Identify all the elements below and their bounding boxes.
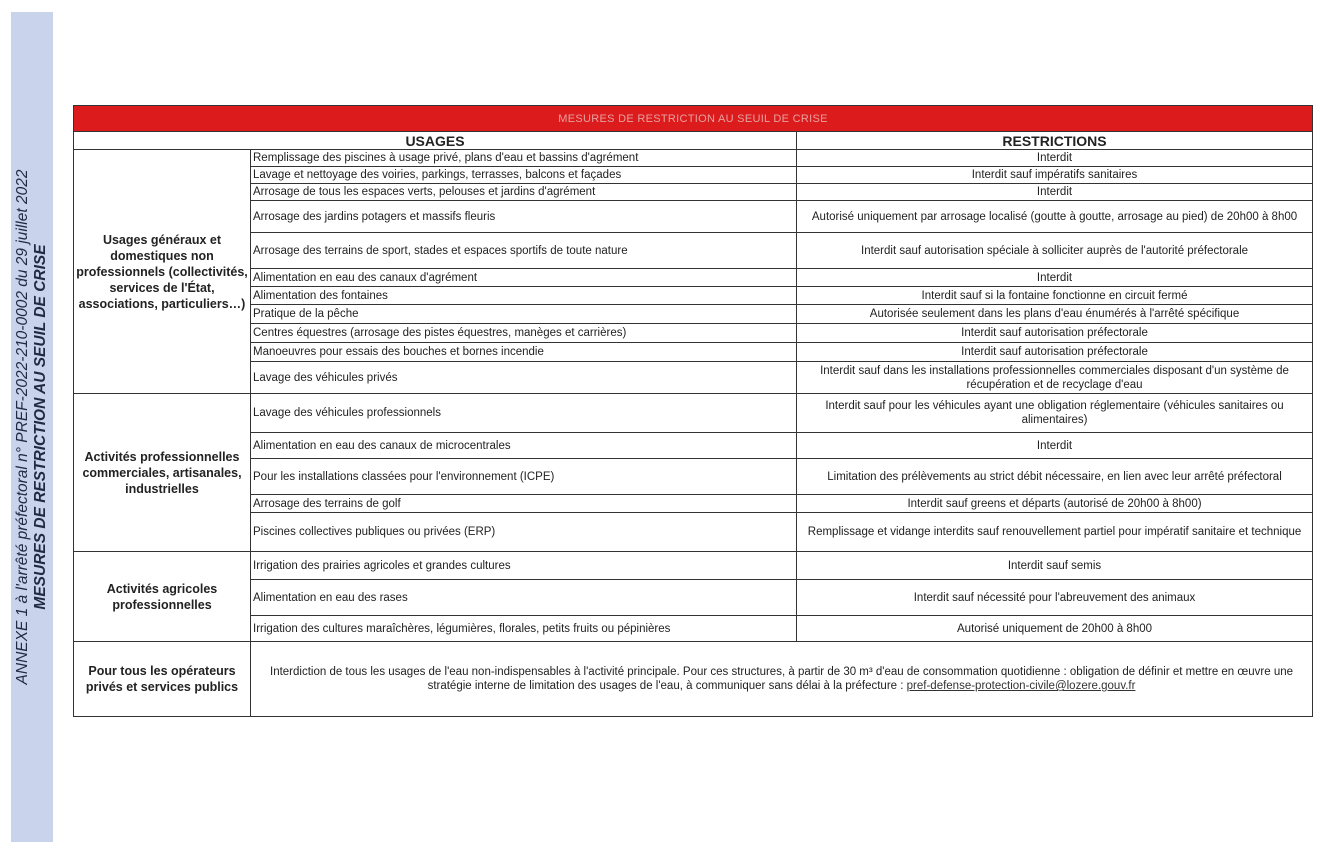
- usage-cell: Lavage et nettoyage des voiries, parkings, terrasses, balcons et façades: [251, 167, 797, 184]
- operators-note-text: Interdiction de tous les usages de l'eau non-indispensables à l'activité principale. Pour ces structures, à partir de 30 m³ d'eau de consommation quotidienne : obligation de définir et mettre en œuvre une stratégie interne de limitation des usages de l'eau, à communiquer sans délai à la préfecture :: [270, 666, 1294, 692]
- usage-cell: Alimentation en eau des rases: [251, 580, 797, 616]
- restriction-cell: Interdit sauf autorisation préfectorale: [797, 343, 1313, 362]
- usage-cell: Remplissage des piscines à usage privé, plans d'eau et bassins d'agrément: [251, 150, 797, 167]
- table-row: [74, 324, 1313, 343]
- usage-cell: Irrigation des prairies agricoles et grandes cultures: [251, 552, 797, 580]
- restriction-cell: Remplissage et vidange interdits sauf renouvellement partiel pour impératif sanitaire et technique: [797, 513, 1313, 552]
- table-row: [74, 150, 1313, 167]
- restriction-cell: Interdit sauf nécessité pour l'abreuvement des animaux: [797, 580, 1313, 616]
- table-row: [74, 459, 1313, 495]
- restriction-cell: Interdit sauf impératifs sanitaires: [797, 167, 1313, 184]
- usage-cell: Alimentation en eau des canaux de microcentrales: [251, 433, 797, 459]
- column-header-usages: USAGES: [74, 132, 797, 150]
- table-row: [74, 433, 1313, 459]
- restriction-cell: Interdit sauf dans les installations professionnelles commerciales disposant d'un système de récupération et de recyclage d'eau: [797, 362, 1313, 394]
- table-row: [74, 233, 1313, 269]
- usage-cell: Arrosage de tous les espaces verts, pelouses et jardins d'agrément: [251, 184, 797, 201]
- usage-cell: Lavage des véhicules privés: [251, 362, 797, 394]
- restriction-cell: Autorisée seulement dans les plans d'eau énumérés à l'arrêté spécifique: [797, 305, 1313, 324]
- table-row: [74, 552, 1313, 580]
- usage-cell: Centres équestres (arrosage des pistes équestres, manèges et carrières): [251, 324, 797, 343]
- operators-note: [251, 642, 1313, 717]
- annex-reference: ANNEXE 1 à l'arrêté préfectoral n° PREF-2022-210-0002 du 29 juillet 2022: [14, 169, 31, 685]
- restriction-cell: Interdit sauf semis: [797, 552, 1313, 580]
- table-row: [74, 343, 1313, 362]
- table-row: [74, 394, 1313, 433]
- category-cell: Usages généraux et domestiques non professionnels (collectivités, services de l'État, associations, particuliers…): [74, 150, 251, 394]
- table-row: [74, 580, 1313, 616]
- category-cell: Activités professionnelles commerciales, artisanales, industrielles: [74, 394, 251, 552]
- restriction-cell: Interdit sauf greens et départs (autorisé de 20h00 à 8h00): [797, 495, 1313, 513]
- table-row: [74, 269, 1313, 287]
- restriction-cell: Interdit sauf pour les véhicules ayant une obligation réglementaire (véhicules sanitaires ou alimentaires): [797, 394, 1313, 433]
- table-banner-row: [74, 106, 1313, 132]
- restriction-cell: Interdit: [797, 150, 1313, 167]
- usage-cell: Irrigation des cultures maraîchères, légumières, florales, petits fruits ou pépinières: [251, 616, 797, 642]
- table-row-operators: [74, 642, 1313, 717]
- restriction-cell: Interdit sauf autorisation spéciale à solliciter auprès de l'autorité préfectorale: [797, 233, 1313, 269]
- annex-vertical-label: [14, 170, 50, 685]
- usage-cell: Lavage des véhicules professionnels: [251, 394, 797, 433]
- usage-cell: Arrosage des jardins potagers et massifs fleuris: [251, 201, 797, 233]
- restriction-cell: Limitation des prélèvements au strict débit nécessaire, en lien avec leur arrêté préfectoral: [797, 459, 1313, 495]
- usage-cell: Piscines collectives publiques ou privées (ERP): [251, 513, 797, 552]
- restriction-cell: Autorisé uniquement de 20h00 à 8h00: [797, 616, 1313, 642]
- annex-subtitle: MESURES DE RESTRICTION AU SEUIL DE CRISE: [32, 244, 49, 610]
- category-cell: Pour tous les opérateurs privés et services publics: [74, 642, 251, 717]
- usage-cell: Arrosage des terrains de golf: [251, 495, 797, 513]
- restriction-cell: Interdit: [797, 269, 1313, 287]
- table-row: [74, 287, 1313, 305]
- table-row: [74, 201, 1313, 233]
- table-row: [74, 513, 1313, 552]
- table-row: [74, 305, 1313, 324]
- prefecture-email-link[interactable]: pref-defense-protection-civile@lozere.gouv.fr: [906, 680, 1136, 692]
- restriction-cell: Autorisé uniquement par arrosage localisé (goutte à goutte, arrosage au pied) de 20h00 à 8h00: [797, 201, 1313, 233]
- table-banner: MESURES DE RESTRICTION AU SEUIL DE CRISE: [74, 106, 1313, 132]
- column-header-restrictions: RESTRICTIONS: [797, 132, 1313, 150]
- restriction-table: [73, 105, 1313, 717]
- table-row: [74, 362, 1313, 394]
- usage-cell: Alimentation des fontaines: [251, 287, 797, 305]
- usage-cell: Manoeuvres pour essais des bouches et bornes incendie: [251, 343, 797, 362]
- restriction-cell: Interdit sauf autorisation préfectorale: [797, 324, 1313, 343]
- table-header-row: [74, 132, 1313, 150]
- restriction-cell: Interdit sauf si la fontaine fonctionne en circuit fermé: [797, 287, 1313, 305]
- table-row: [74, 167, 1313, 184]
- usage-cell: Pour les installations classées pour l'environnement (ICPE): [251, 459, 797, 495]
- restriction-cell: Interdit: [797, 184, 1313, 201]
- table-row: [74, 616, 1313, 642]
- usage-cell: Arrosage des terrains de sport, stades et espaces sportifs de toute nature: [251, 233, 797, 269]
- table-row: [74, 495, 1313, 513]
- usage-cell: Pratique de la pêche: [251, 305, 797, 324]
- restriction-cell: Interdit: [797, 433, 1313, 459]
- usage-cell: Alimentation en eau des canaux d'agrément: [251, 269, 797, 287]
- category-cell: Activités agricoles professionnelles: [74, 552, 251, 642]
- table-row: [74, 184, 1313, 201]
